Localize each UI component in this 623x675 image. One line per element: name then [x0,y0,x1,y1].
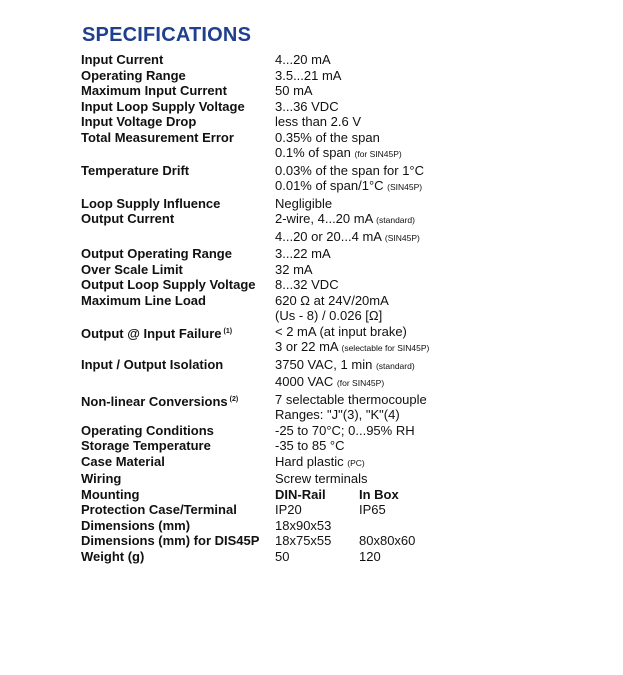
spec-label-text: Input Current [81,52,164,67]
spec-value-columns [275,518,601,534]
spec-label [81,68,275,84]
spec-values [275,130,601,163]
spec-value: less than 2.6 V [275,114,361,129]
spec-row [81,68,601,84]
spec-value: 0.03% of the span for 1°C [275,162,425,178]
spec-label-text: Temperature Drift [81,162,190,178]
spec-value-columns [275,549,601,565]
spec-values [275,357,601,392]
spec-values [275,454,601,472]
spec-value-line [275,196,601,212]
spec-label-text: Weight (g) [81,548,145,564]
spec-label-text: Total Measurement Error [81,129,234,145]
spec-values [275,487,601,503]
spec-value-columns [275,502,601,518]
spec-values [275,392,601,423]
spec-label [81,163,275,179]
spec-label-text: Loop Supply Influence [81,195,221,211]
spec-label [81,533,275,549]
spec-value-line [275,308,601,324]
spec-value-line [275,178,601,196]
spec-value: < 2 mA (at input brake) [275,323,407,339]
spec-label [81,438,275,454]
spec-value-line [275,293,601,309]
spec-label [81,423,275,439]
spec-value-line [275,454,601,472]
spec-value-din-rail: 50 [275,548,290,564]
spec-value: 3 or 22 mA [275,339,338,354]
spec-value-line [275,68,601,84]
spec-values [275,99,601,115]
spec-value-line [275,114,601,130]
spec-row [81,454,601,472]
spec-label-text: Maximum Input Current [81,83,227,98]
spec-label-text: Input Voltage Drop [81,114,197,129]
spec-value-line [275,211,601,229]
spec-row [81,211,601,246]
spec-values [275,246,601,262]
spec-label [81,130,275,146]
spec-label [81,99,275,115]
spec-row [81,324,601,357]
spec-label-text: Dimensions (mm) for DIS45P [81,533,260,548]
spec-values [275,83,601,99]
spec-values [275,502,601,518]
spec-value: 3.5...21 mA [275,67,342,83]
spec-values [275,438,601,454]
spec-values [275,211,601,246]
spec-values [275,68,601,84]
spec-label-text: Protection Case/Terminal [81,502,237,517]
spec-value: 0.35% of the span [275,129,380,145]
spec-value: (Us - 8) / 0.026 [Ω] [275,308,383,323]
spec-value-line [275,324,601,340]
spec-values [275,533,601,549]
spec-values [275,277,601,293]
spec-row [81,277,601,293]
spec-label [81,52,275,68]
spec-value-in-box: 120 [359,548,381,564]
spec-value-note: (standard) [376,215,415,225]
spec-value-line [275,471,601,487]
spec-value-line [275,99,601,115]
spec-value: 4...20 mA [275,52,331,67]
spec-row [81,423,601,439]
spec-value-note: (for SIN45P) [336,378,385,388]
spec-label-text: Operating Range [81,67,186,83]
spec-label [81,324,275,342]
spec-value-line [275,130,601,146]
spec-value: 620 Ω at 24V/20mA [275,292,389,308]
spec-value-note: (PC) [347,457,365,468]
spec-label [81,454,275,470]
spec-row [81,246,601,262]
spec-label-text: Input / Output Isolation [81,356,224,372]
spec-values [275,549,601,565]
spec-value-columns [275,487,601,503]
spec-row [81,392,601,423]
spec-value-line [275,246,601,262]
spec-value-din-rail: IP20 [275,502,302,517]
spec-label-text: Dimensions (mm) [81,517,191,533]
spec-row [81,549,601,565]
spec-value: 0.1% of span [275,145,351,160]
spec-row [81,487,601,503]
spec-values [275,518,601,534]
spec-label [81,211,275,227]
spec-label-text: Operating Conditions [81,422,214,438]
spec-values [275,471,601,487]
spec-row [81,163,601,196]
spec-label-text: Maximum Line Load [81,292,206,308]
spec-row [81,114,601,130]
spec-label [81,114,275,130]
spec-value: 0.01% of span/1°C [275,178,384,193]
spec-label-text: Output Loop Supply Voltage [81,277,256,292]
spec-row [81,196,601,212]
spec-values [275,114,601,130]
spec-value: -35 to 85 °C [275,438,345,453]
spec-value-in-box: In Box [359,486,399,502]
spec-value: 50 mA [275,83,313,98]
spec-value: 4...20 or 20...4 mA [275,228,382,244]
spec-row [81,502,601,518]
spec-row [81,471,601,487]
spec-value-note: (SIN45P) [384,232,420,243]
spec-values [275,262,601,278]
spec-row [81,83,601,99]
spec-value-in-box: IP65 [359,502,386,517]
spec-label [81,502,275,518]
spec-value-din-rail: DIN-Rail [275,486,326,502]
spec-label-text: Output @ Input Failure [81,325,222,341]
spec-value: 2-wire, 4...20 mA [275,211,373,226]
spec-value-line [275,407,601,423]
spec-row [81,438,601,454]
spec-row [81,262,601,278]
spec-value-columns [275,533,601,549]
spec-value: Hard plastic [275,453,344,469]
spec-value-line [275,229,601,247]
specifications-table [81,52,601,564]
page-title: SPECIFICATIONS [82,24,252,46]
spec-label [81,549,275,565]
spec-label [81,518,275,534]
spec-label [81,471,275,487]
spec-value-note: (for SIN45P) [354,149,402,159]
footnote-marker: (1) [223,327,233,335]
spec-value-note: (SIN45P) [387,182,423,192]
spec-value-line [275,262,601,278]
spec-row [81,130,601,163]
spec-value: Ranges: "J"(3), "K"(4) [275,407,400,422]
spec-row [81,99,601,115]
spec-label-text: Storage Temperature [81,438,211,453]
spec-row [81,357,601,392]
footnote-marker: (2) [229,395,239,403]
spec-value-line [275,145,601,163]
spec-value-line [275,374,601,392]
spec-row [81,533,601,549]
spec-value: 8...32 VDC [275,277,339,292]
spec-value: Negligible [275,195,333,211]
spec-values [275,423,601,439]
spec-value-line [275,357,601,375]
spec-value-line [275,438,601,454]
spec-value-line [275,163,601,179]
spec-row [81,518,601,534]
spec-value: 3750 VAC, 1 min [275,356,373,372]
spec-value-din-rail: 18x90x53 [275,517,332,533]
spec-values [275,196,601,212]
spec-label-text: Wiring [81,471,122,486]
spec-value-line [275,52,601,68]
spec-values [275,163,601,196]
spec-label-text: Case Material [81,453,165,469]
spec-label [81,83,275,99]
spec-label [81,262,275,278]
spec-value-in-box: 80x80x60 [359,533,416,548]
spec-row [81,52,601,68]
spec-label-text: Over Scale Limit [81,261,183,277]
spec-value-line [275,339,601,357]
spec-value: -25 to 70°C; 0...95% RH [275,422,415,438]
spec-value: 4000 VAC [275,374,334,389]
spec-values [275,293,601,324]
spec-value: 3...36 VDC [275,98,339,114]
spec-value: 7 selectable thermocouple [275,391,427,407]
spec-value-line [275,83,601,99]
spec-value-line [275,392,601,408]
spec-values [275,52,601,68]
spec-label [81,246,275,262]
spec-value: 3...22 mA [275,246,331,261]
spec-value-line [275,277,601,293]
spec-label-text: Mounting [81,486,140,502]
spec-value-line [275,423,601,439]
spec-value: Screw terminals [275,471,368,486]
spec-label [81,392,275,410]
spec-label [81,487,275,503]
spec-value: 32 mA [275,261,313,277]
spec-label-text: Output Current [81,211,175,226]
spec-label [81,357,275,373]
spec-label [81,196,275,212]
spec-label-text: Non-linear Conversions [81,393,228,409]
spec-values [275,324,601,357]
spec-value-din-rail: 18x75x55 [275,533,332,548]
spec-label-text: Input Loop Supply Voltage [81,98,245,114]
spec-label [81,277,275,293]
spec-label-text: Output Operating Range [81,246,232,261]
spec-value-note: (standard) [375,360,415,371]
spec-row [81,293,601,324]
spec-label [81,293,275,309]
spec-value-note: (selectable for SIN45P) [341,343,430,353]
